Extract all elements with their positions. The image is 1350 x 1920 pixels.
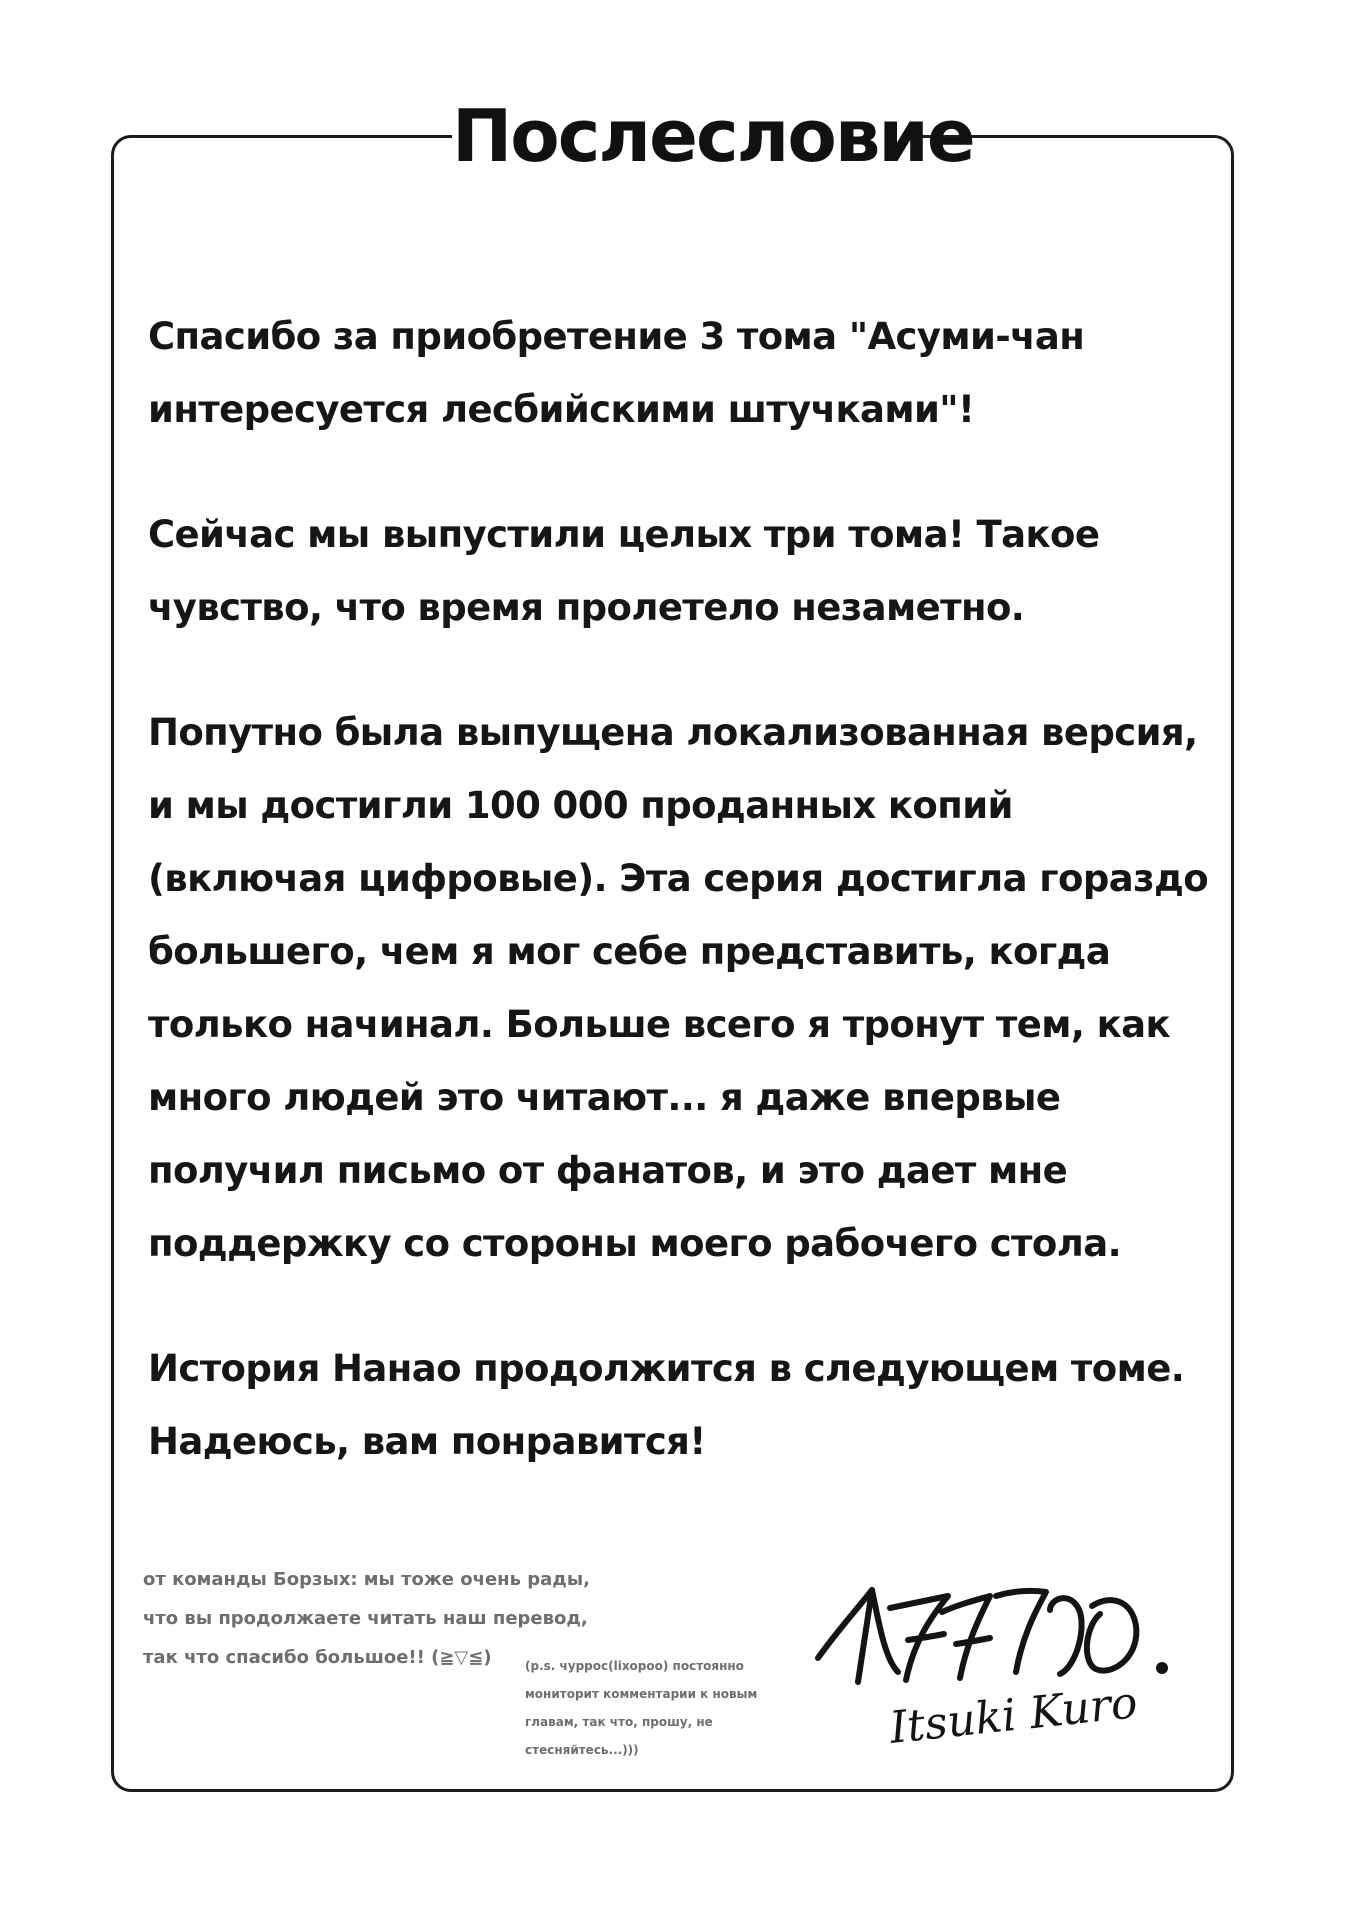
page-title: Послесловие	[452, 82, 908, 190]
translator-note-line: что вы продолжаете читать наш перевод,	[143, 1608, 588, 1629]
translator-note-line: так что спасибо большое!! (≧▽≦)	[143, 1647, 492, 1668]
body-line: Попутно была выпущена локализованная версия,	[148, 711, 1198, 754]
ps-note	[525, 1652, 795, 1764]
body-line: много людей это читают... я даже впервые	[148, 1076, 1061, 1119]
paragraph-sales	[148, 696, 1208, 1280]
ps-note-line: стесняйтесь...)))	[525, 1743, 639, 1757]
body-line: (включая цифровые). Эта серия достигла гораздо	[148, 857, 1209, 900]
body-line: Спасибо за приобретение 3 тома "Асуми-чан	[148, 315, 1085, 358]
ps-note-line: мониторит комментарии к новым	[525, 1687, 758, 1701]
body-line: и мы достигли 100 000 проданных копий	[148, 784, 1013, 827]
signature-dot	[1156, 1662, 1168, 1674]
paragraph-next-volume	[148, 1332, 1208, 1478]
body-line: получил письмо от фанатов, и это дает мне	[148, 1149, 1068, 1192]
body-line: чувство, что время пролетело незаметно.	[148, 586, 1025, 629]
paragraph-thanks	[148, 300, 1208, 446]
paragraph-three-volumes	[148, 498, 1208, 644]
body-line: интересуется лесбийскими штучками"!	[148, 388, 975, 431]
body-line: большего, чем я мог себе представить, когда	[148, 930, 1111, 973]
translator-note-line: от команды Борзых: мы тоже очень рады,	[143, 1569, 590, 1590]
author-signature	[810, 1560, 1190, 1790]
body-line: История Нанао продолжится в следующем томе.	[148, 1347, 1185, 1390]
ps-note-line: главам, так что, прошу, не	[525, 1715, 713, 1729]
body-line: Сейчас мы выпустили целых три тома! Такое	[148, 513, 1100, 556]
ps-note-line: (p.s. чуррос(lixopoo) постоянно	[525, 1659, 744, 1673]
body-line: поддержку со стороны моего рабочего стола.	[148, 1222, 1122, 1265]
body-line: Надеюсь, вам понравится!	[148, 1420, 706, 1463]
signature-name: Itsuki Kuro	[887, 1677, 1140, 1754]
body-line: только начинал. Больше всего я тронут тем, как	[148, 1003, 1170, 1046]
afterword-body	[148, 300, 1208, 1478]
